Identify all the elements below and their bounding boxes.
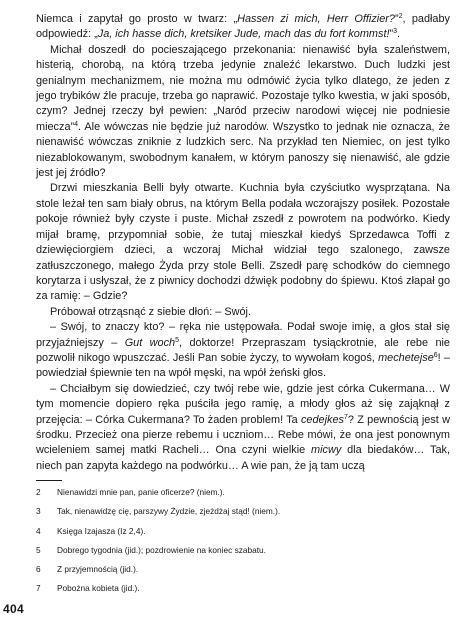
footnote-text: Tak, nienawidzę cię, parszywy Żydzie, zjeżdżaj stąd! (niem.). <box>57 506 281 517</box>
text-run: ” <box>389 28 394 41</box>
footnote <box>36 526 450 545</box>
paragraph <box>36 12 450 43</box>
text-run: Próbował otrząsnąć z siebie dłoń: – Swój. <box>50 305 251 318</box>
paragraph <box>36 43 450 182</box>
footnote-reference: 5 <box>175 336 180 344</box>
footnote-number: 3 <box>36 506 41 517</box>
footnote-text: Pobożna kobieta (jid.). <box>57 583 140 594</box>
italic-text: micwy <box>311 444 342 457</box>
footnote <box>36 564 450 583</box>
text-run: – Swój, to znaczy kto? – ręka nie ustępowała. Podał swoje imię, a głos stał się przyjaźniejszy – <box>36 321 450 349</box>
footnote-text: Księga Izajasza (Iz 2,4). <box>57 525 146 536</box>
paragraph <box>36 320 450 382</box>
text-run: , padłaby odpowiedź: „ <box>36 13 450 41</box>
footnote-number: 6 <box>36 564 41 575</box>
footnote-number: 7 <box>36 583 41 594</box>
footnote-reference: 6 <box>433 351 438 359</box>
text-run: Michał doszedł do pocieszającego przekonania: nienawiść była szaleństwem, histerią, chorobą, na którą trzeba jedynie znaleźć lekarstwo. Duch ludzki jest genialnym mechanizmem, nie można mu odmówić życia tylko dlatego, że jeden z jego trybików źle pracuje, trzeba go naprawić. Pozostaje tylko kwestia, w jaki sposób, czym? Jednej rzeczy był pewien: „Naród przeciw narodowi więcej nie podniesie miecza” <box>36 43 450 133</box>
paragraph <box>36 382 450 474</box>
italic-text: Gut woch <box>124 336 176 349</box>
text-run: – Chciałbym się dowiedzieć, czy twój rebe wie, gdzie jest córka Cukermana… W tym momencie dopiero ręka puściła jego ramię, a młody głos aż się zająknął z przejęcia: – Córka Cukermana? To żaden problem! Ta <box>36 382 450 426</box>
text-run: Niemca i zapytał go prosto w twarz: „ <box>36 13 238 25</box>
italic-text: Ja, ich hasse dich, kretsiker Jude, mach das du fort kommst! <box>97 28 390 41</box>
footnote-separator <box>36 480 62 481</box>
footnote-number: 5 <box>36 544 41 555</box>
paragraph <box>36 181 450 304</box>
text-run: Drzwi mieszkania Belli były otwarte. Kuchnia była czyściutko wysprzątana. Na stole leżał ten sam biały obrus, na którym Bella podała wczorajszy posiłek. Pozostałe pokoje również były czyste i puste. Michał zszedł z powrotem na podwórko. Kiedy mijał bramę, przypomniał sobie, że tutaj mieszkał kiedyś Sprzedawca Toffi z dziewięciorgiem dzieci, a wczoraj Michał widział tego szalonego, zawsze zatłuszczonego, małego Żyda przy stole Belli. Zszedł parę schodków do ciemnego korytarza i usłyszał, że z piwnicy dochodzi dźwięk podobny do śpiewu. Ktoś złapał go za ramię: – Gdzie? <box>36 182 450 303</box>
text-run: ? Z pewnością jest w środku. Przecież ona pierze rebemu i uczniom… Rebe mówi, że ona jest ponownym wcieleniem samej matki Racheli… Ona czyni wielkie <box>36 413 450 457</box>
paragraph <box>36 305 450 320</box>
italic-text: cedejkes <box>300 413 344 426</box>
footnote <box>36 545 450 564</box>
text-run: . <box>397 28 401 41</box>
text-run: , doktorze! Przepraszam tysiąckrotnie, ale rebe nie pozwolił nikogo wpuszczać. Jeśli Pan sobie życzy, to wywołam kogoś, <box>36 336 450 364</box>
italic-text: Hassen zi mich, Herr Offizier? <box>237 13 395 25</box>
footnote-text: Z przyjemnością (jid.). <box>57 564 139 575</box>
footnote <box>36 487 450 506</box>
footnote <box>36 583 450 602</box>
footnote-reference: 4 <box>74 120 79 128</box>
footnote-reference: 7 <box>343 413 348 421</box>
italic-text: mechetejse <box>378 351 434 364</box>
footnote-text: Nienawidzi mnie pan, panie oficerze? (niem.). <box>57 487 225 497</box>
footnote-text: Dobrego tygodnia (jid.); pozdrowienie na koniec szabatu. <box>57 544 266 555</box>
main-text <box>36 12 450 474</box>
footnote-reference: 3 <box>393 28 398 36</box>
footnote-number: 2 <box>36 487 41 497</box>
footnote-number: 4 <box>36 525 41 536</box>
text-run: ! – powiedział śpiewnie ten na wpół męski, na wpół żeński głos. <box>36 351 450 380</box>
text-run: . Ale wówczas nie będzie już narodów. Wszystko to jednak nie oznacza, że nienawiść wówczas zniknie z ludzkich serc. Na przykład ten Niemiec, on jest tylko niezablokowanym, swobodnym kanałem, w którym panoszy się nienawiść, ale gdzie jest jej źródło? <box>36 120 450 180</box>
page-number: 404 <box>3 602 24 616</box>
text-run: dla biedaków… Tak, niech pan zapyta każdego na podwórku… A wie pan, że ją tam uczą <box>36 444 450 472</box>
footnote-reference: 2 <box>398 13 403 20</box>
footnote <box>36 506 450 525</box>
text-run: ” <box>394 13 399 25</box>
footnotes-section <box>36 487 450 603</box>
